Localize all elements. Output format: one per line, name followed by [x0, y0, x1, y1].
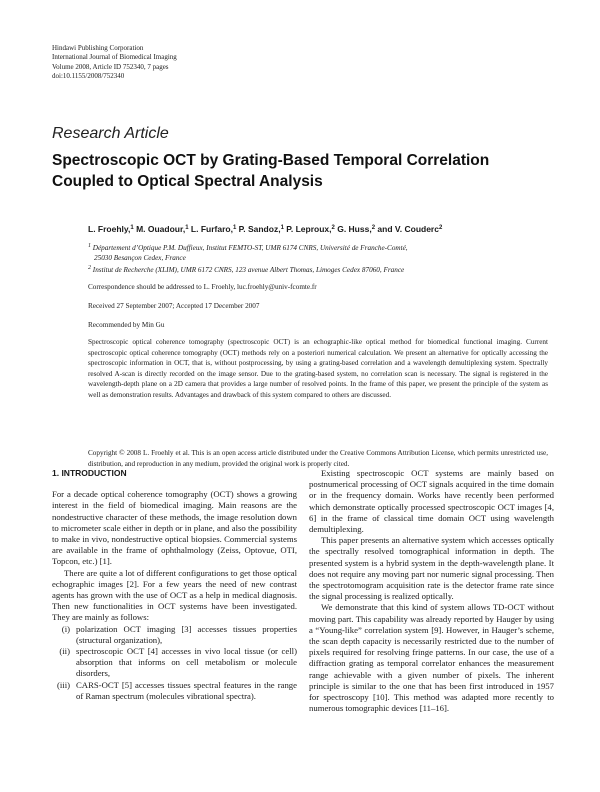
title-line: Spectroscopic OCT by Grating-Based Temporal Correlation [52, 152, 490, 169]
paragraph: There are quite a lot of different configurations to get those optical echographic images [2]. For a few years the need of new contrast agents has grown with the use of OCT as a help in medical diagnosis. Then new functionalities in OCT systems have been investigated. They are mainly as follows: [52, 567, 297, 623]
author: L. Froehly,$^1$ [88, 224, 134, 234]
author: P. Sandoz,$^1$ [238, 224, 284, 234]
list-item: (ii) spectroscopic OCT [4] accesses in vivo local tissue (or cell) absorption that informs on cell metabolism or molecule disorders, [59, 646, 297, 679]
article-type: Research Article [52, 125, 169, 142]
author: M. Ouadour,$^1$ [136, 224, 189, 234]
author-list [88, 224, 442, 234]
author: L. Furfaro,$^1$ [190, 224, 237, 234]
paragraph: This paper presents an alternative system which accesses optically the spectrally resolved tomographical information in depth. The presented system is a hybrid system in the depth-wavelength plane. It does not require any moving part nor numeric signal processing. Then the spectrotomogram acquisition rate is the detector frame rate since the signal processing is realized optically. [309, 535, 554, 602]
correspondence: Correspondence should be addressed to L. Froehly, luc.froehly@univ-fcomte.fr [88, 283, 317, 291]
article-title [52, 150, 552, 192]
affiliation-1: $^1$ Département d’Optique P.M. Duffieux, Institut FEMTO-ST, UMR 6174 CNRS, Université de Franche-Comté, 25030 Besançon Cedex, France [88, 243, 408, 262]
journal-name: International Journal of Biomedical Imaging [52, 53, 177, 62]
paragraph: Existing spectroscopic OCT systems are mainly based on postnumerical processing of OCT signals acquired in the time domain or in the frequency domain. Works have recently been performed which demonstrate optically processed spectroscopic OCT images [4, 6] in the frame of classical time domain OCT using wavelength demultiplexing. [309, 468, 554, 535]
publisher: Hindawi Publishing Corporation [52, 44, 144, 52]
section-heading: 1. INTRODUCTION [52, 468, 127, 478]
paragraph: We demonstrate that this kind of system allows TD-OCT without moving part. This capability was already reported by Hauger by using a “Young-like” correlation system [9]. However, in Hauger’s scheme, the scan depth capacity is necessarily restricted due to the number of pixels required for resolving fringe patterns. In our case, the use of a diffraction grating as temporal correlator enhances the measurement range achievable with a given number of pixels. The inherent principle is similar to the one that has been first introduced in 1957 for spectroscopy [10]. This method was adapted more recently to numerous tomographic devices [11–16]. [309, 602, 554, 714]
left-column [52, 468, 297, 702]
copyright-notice: Copyright © 2008 L. Froehly et al. This is an open access article distributed under the Creative Commons Attribution License, which permits unrestricted use, distribution, and reproduction in any medium, provided the original work is properly cited. [88, 449, 548, 468]
title-line: Coupled to Optical Spectral Analysis [52, 173, 323, 190]
right-column [309, 468, 554, 714]
received-dates: Received 27 September 2007; Accepted 17 December 2007 [88, 302, 260, 310]
recommended-by: Recommended by Min Gu [88, 321, 165, 329]
author: and V. Couderc$^2$ [377, 224, 443, 234]
volume-info: Volume 2008, Article ID 752340, 7 pages [52, 62, 169, 71]
paragraph: For a decade optical coherence tomography (OCT) shows a growing interest in the field of biomedical imaging. Main reasons are the nondestructive character of these methods, the image resolution down to micrometer scale either in depth or in plane, and also the possibility to make in vivo, nondestructive optical biopsies. Commercial systems are available in the frame of ophthalmology (Zeiss, Optovue, OTI, Topcon, etc.) [1]. [52, 489, 297, 567]
abstract: Spectroscopic optical coherence tomography (spectroscopic OCT) is an echographic-like optical method for biomedical functional imaging. Current spectroscopic optical coherence tomography (OCT) methods rely on a posteriori numerical calculation. We present an alternative for optically accessing the spectroscopic information in OCT, that is, without postprocessing, by using a grating-based correlation and a wavelength demultiplexing system. Spectrally resolved A-scan is directly recorded on the image sensor. Due to the grating-based system, no correlation scan is necessary. The signal is registered in the wavelength-depth plane on a 2D camera that provides a large number of resolved points. In the frame of this paper, we present the principle of the system as well as demonstration results. Advantages and drawback of this system compared to others are discussed. [88, 338, 548, 399]
author: G. Huss,$^2$ [337, 224, 376, 234]
list-item: (iii) CARS-OCT [5] accesses tissues spectral features in the range of Raman spectrum (molecules vibrational spectra). [56, 679, 297, 701]
doi[interactable]: doi:10.1155/2008/752340 [52, 72, 125, 81]
feature-list [52, 624, 297, 702]
list-item: (i) polarization OCT imaging [3] accesses tissues properties (structural organization), [61, 623, 297, 645]
affiliation-2: $^2$ Institut de Recherche (XLIM), UMR 6172 CNRS, 123 avenue Albert Thomas, Limoges Cedex 87060, France [88, 265, 405, 274]
publication-info [52, 44, 177, 82]
author: P. Leproux,$^2$ [286, 224, 335, 234]
